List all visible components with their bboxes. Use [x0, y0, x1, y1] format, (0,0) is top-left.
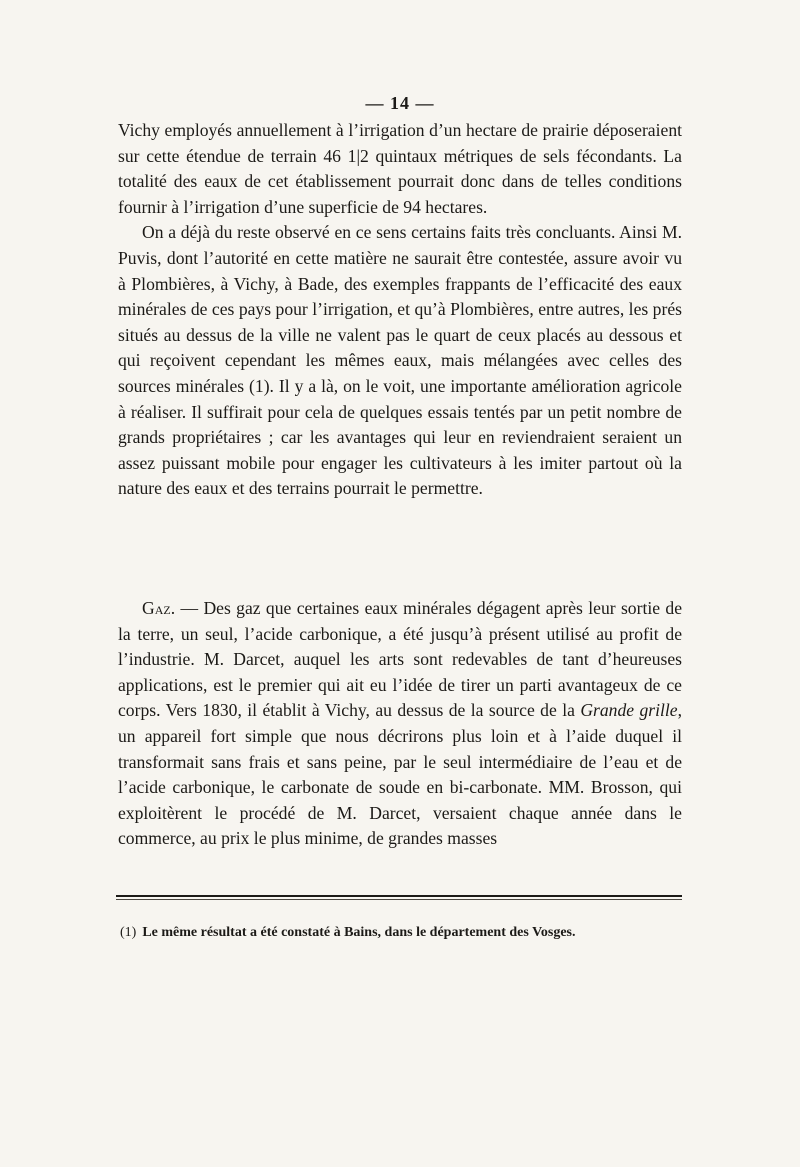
- section-text-before: Des gaz que certaines eaux minérales dégagent après leur sortie de la terre, un seul, l’acide carbonique, a été jusqu’à présent utilisé au profit de l’industrie. M. Darcet, auquel les arts sont redevables de tant d’heureuses applications, est le premier qui ait eu l’idée de tirer un parti avantageux de ce corps. Vers 1830, il établit à Vichy, au dessus de la source de la: [118, 598, 683, 721]
- footnote-divider-thin: [116, 899, 682, 900]
- section-gaz: [118, 596, 682, 852]
- section-dash: —: [175, 598, 204, 618]
- section-gaz-paragraph: [118, 596, 682, 852]
- footnote-mark: (1): [120, 925, 137, 940]
- page-number: — 14 —: [365, 93, 435, 113]
- footnote-text: Le même résultat a été constaté à Bains, dans le département des Vosges.: [142, 925, 576, 940]
- section-heading: Gaz.: [142, 598, 176, 618]
- footnote: [120, 924, 680, 942]
- italic-source-name: Grande grille: [580, 700, 678, 721]
- section-text-after: , un appareil fort simple que nous décrirons plus loin et à l’aide duquel il transformait sans frais et sans peine, par le seul intermédiaire de l’eau et de l’acide carbonique, le carbonate de soude en bi-carbonate. MM. Brosson, qui exploitèrent le procédé de M. Darcet, versaient chaque année dans le commerce, au prix le plus minime, de grandes masses: [118, 700, 682, 849]
- body-text: [118, 118, 682, 502]
- footnote-divider: [116, 895, 682, 897]
- paragraph-1: Vichy employés annuellement à l’irrigation d’un hectare de prairie déposeraient sur cette étendue de terrain 46 1|2 quintaux métriques de sels fécondants. La totalité des eaux de cet établissement pourrait donc dans de telles conditions fournir à l’irrigation d’une superficie de 94 hectares.: [118, 120, 682, 217]
- paragraph-2: On a déjà du reste observé en ce sens certains faits très concluants. Ainsi M. Puvis, dont l’autorité en cette matière ne saurait être contestée, assure avoir vu à Plombières, à Vichy, à Bade, des exemples frappants de l’efficacité des eaux minérales de ces pays pour l’irrigation, et qu’à Plombières, entre autres, les prés situés au dessus de la ville ne valent pas le quart de ceux placés au dessous et qui reçoivent cependant les mêmes eaux, mais mélangées avec celles des sources minérales (1). Il y a là, on le voit, une importante amélioration agricole à réaliser. Il suffirait pour cela de quelques essais tentés par un petit nombre de grands propriétaires ; car les avantages qui leur en reviendraient seraient un assez puissant mobile pour engager les cultivateurs à les imiter partout où la nature des eaux et des terrains pourrait le permettre.: [118, 222, 682, 499]
